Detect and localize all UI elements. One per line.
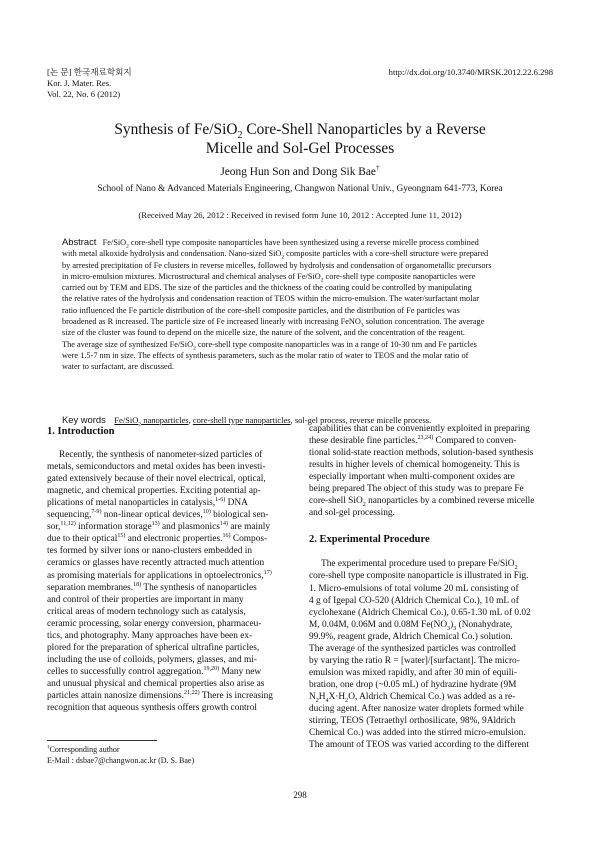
body-line: plications of metal nanoparticles in catalysis,$^{1-6)}$ DNA [47,497,248,509]
body-line: tics, and photography. Many approaches have been ex- [47,630,253,641]
body-line: core-shell SiO$_2$ nanoparticles by a combined reverse micelle [309,496,535,509]
body-line: by varying the ratio R = [water]/[surfactant]. The micro- [309,655,520,666]
body-line: including the use of colloids, polymers, glasses, and mi- [47,654,257,665]
body-line: 1. Micro-emulsions of total volume 20 mL consisting of [309,583,519,594]
keyword-link[interactable]: Fe/SiO$_2$ nanoparticles [114,415,189,428]
body-line: 4 g of Igepal CO-520 (Aldrich Chemical Co.), 10 mL of [309,595,519,606]
authors: Jeong Hun Son and Dong Sik Bae† [220,163,380,178]
keywords: Key words Fe/SiO$_2$ nanoparticles, core-shell type nanoparticles, sol-gel process, reverse micelle process. [62,414,432,428]
body-line: core-shell type composite nanoparticle is illustrated in Fig. [309,571,529,582]
body-line: plored for the preparation of spherical ultrafine particles, [47,642,260,653]
body-line: especially important when multi-component oxides are [309,472,515,483]
footnote [47,744,194,766]
left-column [47,426,296,714]
body-line: ceramics or glasses have recently attracted much attention [47,558,265,569]
footnote-rule [47,740,157,741]
body-line: stirring, TEOS (Tetraethyl orthosilicate, 98%, 9Aldrich [309,716,516,727]
abstract-line: by arrested precipitation of Fe clusters in reverse micelles, followed by hydrolysis and condensation of organometallic precursors [62,260,492,270]
body-line: bration, one drop (~0.05 mL) of hydrazine hydrate (9M [309,679,517,690]
keyword-link[interactable]: core-shell type nanoparticles [192,415,291,425]
corresponding-author: †Corresponding author [47,744,120,754]
title-line-1: Synthesis of Fe/SiO$_2$ Core-Shell Nanoparticles by a Reverse [114,121,486,142]
doi-link[interactable]: http://dx.doi.org/10.3740/MRSK.2012.22.6.298 [388,67,553,77]
author-email[interactable]: E-Mail : dsbae7@changwon.ac.kr (D. S. Bae) [47,756,195,765]
body-line: $N_2H_4X\cdot H_2O$, Aldrich Chemical Co.) was added as a re- [309,691,516,704]
body-line: ceramic processing, solar energy conversion, pharmaceu- [47,618,262,629]
body-line: being prepared The object of this study was to prepare Fe [309,484,524,495]
body-line: The amount of TEOS was varied according to the different [309,740,529,751]
body-line: Chemical Co.) was added into the stirred micro-emulsion. [309,728,526,739]
affiliation: School of Nano & Advanced Materials Engineering, Changwon National Univ., Gyeongnam 641-773, Korea [97,184,503,194]
abstract-line: in micro-emulsion mixtures. Microstructural and chemical analyses of Fe/SiO$_2$ core-shell type composite nanoparticles were [62,271,476,284]
received-dates: (Received May 26, 2012 : Received in revised form June 10, 2012 : Accepted June 11, 2012) [138,210,462,220]
abstract-line: carried out by TEM and EDS. The size of the particles and the thickness of the coating could be controlled by manipulating [62,283,472,293]
body-line: and control of their properties are important in many [47,594,244,605]
abstract-label: Abstract [62,236,97,247]
section-heading: 2. Experimental Procedure [309,534,430,546]
abstract-line: with metal alkoxide hydrolysis and condensation. Nano-sized SiO$_2$ composite particles with a core-shell structure were prepared [62,249,489,261]
body-line: tes formed by silver ions or nano-clusters embedded in [47,546,252,557]
body-line: emulsion was mixed rapidly, and after 30 min of equili- [309,667,518,678]
abstract-line: ratio influenced the Fe particle distribution of the core-shell composite particles, and the distribution of Fe particles was [62,305,460,315]
journal-abbrev: Kor. J. Mater. Res. [47,78,112,88]
page-number: 298 [293,790,307,800]
body-line: M, 0.04M, 0.06M and 0.08M $Fe(NO_3)_3$ (Nonahydrate, [309,619,513,632]
body-line: Recently, the synthesis of nanometer-sized particles of [59,450,263,461]
body-line: gated extensively because of their novel electrical, optical, [47,474,266,485]
abstract [62,236,538,373]
body-line: tional solid-state reaction methods, solution-based synthesis [309,448,534,459]
body-line: capabilities that can be conveniently exploited in preparing [309,424,530,434]
body-line: particles attain nanosize dimensions.$^{21,22)}$ There is increasing [47,689,273,701]
body-line: critical areas of modern technology such as catalysis, [47,606,246,617]
title-line-2: Micelle and Sol-Gel Processes [205,140,395,157]
journal-korean-name: [논 문] 한국재료학회지 [47,67,132,77]
body-line: and sol-gel processing. [309,508,395,519]
body-line: these desirable fine particles.$^{23,24)}$ Compared to conven- [309,434,517,447]
abstract-line: Abstract Fe/SiO$_2$ core-shell type composite nanoparticles have been synthesized using a reverse micelle process combined [62,236,479,250]
keywords-label: Key words [62,414,106,425]
body-line: cyclohexane (Aldrich Chemical Co.), 0.65-1.30 mL of 0.02 [309,607,531,618]
body-line: sor,$^{11,12)}$ information storage$^{13)}$ and plasmonics$^{14)}$ are mainly [47,521,271,533]
journal-header [47,67,132,100]
abstract-line: were 1.5-7 nm in size. The effects of synthesis parameters, such as the molar ratio of water to TEOS and the molar ratio of [62,350,469,360]
body-line: The experimental procedure used to prepare Fe/SiO$_2$ [321,559,518,572]
body-line: due to their optical$^{15)}$ and electronic properties.$^{16)}$ Compos- [47,533,268,545]
body-line: The average of the synthesized particles was controlled [309,643,516,654]
body-line: recognition that aqueous synthesis offers growth control [47,703,258,714]
abstract-line: The average size of synthesized Fe/SiO$_2$ core-shell type composite nanoparticles was in a range of 10-30 nm and Fe particles [62,339,477,352]
body-line: as promising materials for applications in optoelectronics,$^{17)}$ [47,569,272,581]
body-line: results in higher levels of chemical homogeneity. This is [309,460,520,471]
body-line: magnetic, and chemical properties. Exciting potential ap- [47,486,261,497]
right-column [309,423,554,751]
body-line: 99.9%, reagent grade, Aldrich Chemical Co.) solution. [309,631,513,642]
abstract-line: size of the cluster was found to depend on the micelle size, the nature of the solvent, and the concentration of the reagent. [62,328,465,338]
body-line: metals, semiconductors and metal oxides has been investi- [47,462,266,473]
body-line: separation membranes.$^{18)}$ The synthesis of nanoparticles [47,581,257,593]
body-line: celles to successfully control aggregation.$^{19,20)}$ Many new [47,665,262,677]
body-line: ducing agent. After nanosize water droplets formed while [309,703,524,714]
body-line: sequencing,$^{7-9)}$ non-linear optical devices,$^{10)}$ biological sen- [47,509,269,521]
paper-title [0,120,600,158]
body-line: and unusual physical and chemical properties also arise as [47,678,265,689]
abstract-line: the relative rates of the hydrolysis and condensation reaction of TEOS within the micro-emulsion. The water/surfactant molar [62,294,479,304]
abstract-line: broadened as R increased. The particle size of Fe increased linearly with increasing FeNO$_3$ solution concentration. The average [62,317,485,329]
section-heading: 1. Introduction [47,426,115,437]
journal-volume: Vol. 22, No. 6 (2012) [47,89,121,99]
abstract-line: water to surfactant, are discussed. [62,362,174,372]
